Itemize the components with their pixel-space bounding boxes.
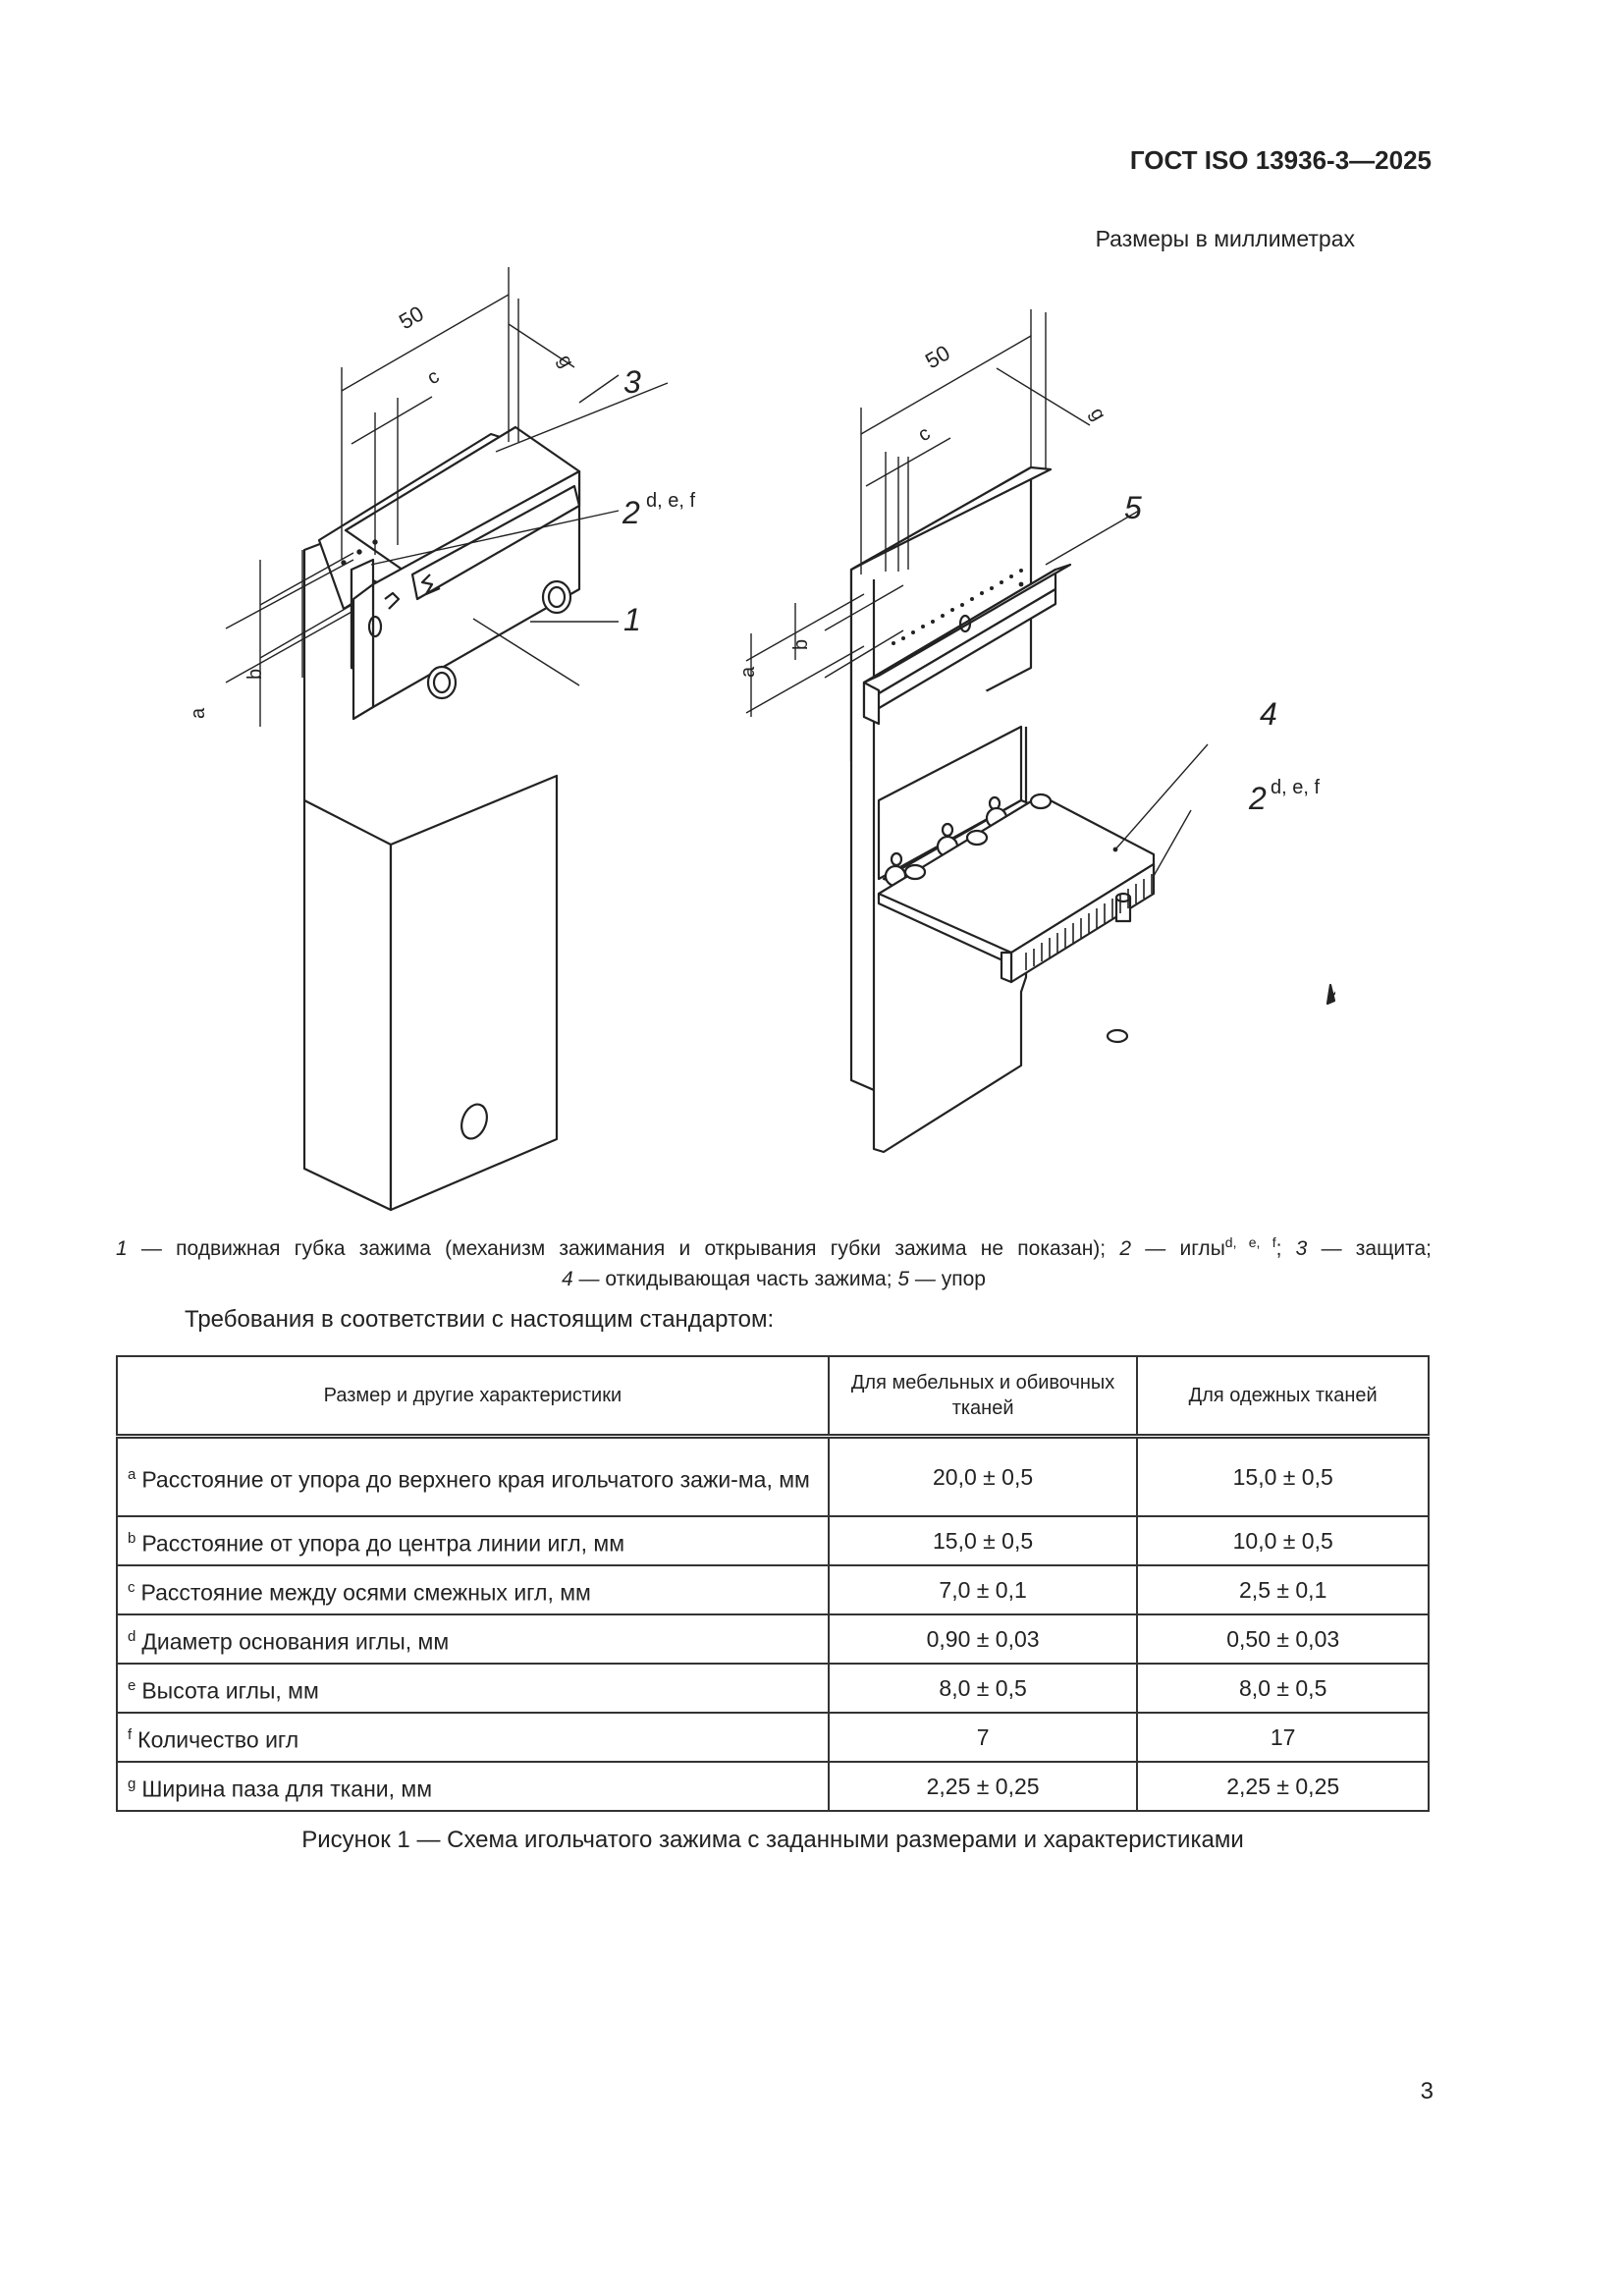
table-header-row [117,1356,1429,1437]
callout-2-right: 2 [1249,781,1267,816]
legend-text-3: — защита; [1307,1237,1432,1260]
row-clothing-value: 2,5 ± 0,1 [1137,1565,1429,1614]
callout-1: 1 [623,602,641,637]
table-row [117,1664,1429,1713]
legend-sup-2: d, e, f [1224,1234,1276,1250]
page-number: 3 [1420,2078,1434,2105]
row-furniture-value: 7 [829,1713,1138,1762]
legend-num-2: 2 [1119,1237,1132,1260]
table-row [117,1565,1429,1614]
legend-after-2: ; [1275,1237,1296,1260]
dim-b-right: b [790,638,812,650]
units-note: Размеры в миллиметрах [1095,226,1355,251]
row-clothing-value: 15,0 ± 0,5 [1137,1437,1429,1517]
row-mark: b [128,1529,136,1547]
table-row [117,1713,1429,1762]
row-label [117,1762,829,1811]
dim-c-left: c [423,365,444,390]
needle-clamp-drawing [118,265,1335,1228]
row-label-text: Диаметр основания иглы, мм [141,1628,450,1655]
row-furniture-value: 20,0 ± 0,5 [829,1437,1138,1517]
table-row [117,1614,1429,1664]
legend-num-5: 5 [897,1268,910,1290]
row-label [117,1664,829,1713]
legend-num-3: 3 [1295,1237,1308,1260]
table-row [117,1516,1429,1565]
table-row [117,1762,1429,1811]
row-mark: e [128,1676,136,1694]
row-mark: a [128,1465,136,1483]
legend-num-4: 4 [562,1268,573,1290]
dim-g-left: g [553,351,578,372]
requirements-intro: Требования в соответствии с настоящим стандартом: [185,1306,775,1333]
requirements-table [116,1355,1430,1812]
dim-50-left: 50 [395,301,428,335]
row-label [117,1437,829,1517]
figure-legend [116,1228,1432,1294]
row-clothing-value: 17 [1137,1713,1429,1762]
row-mark: f [128,1725,133,1743]
row-label-text: Расстояние от упора до центра линии игл, мм [141,1530,625,1557]
row-label-text: Высота иглы, мм [141,1677,319,1704]
row-mark: c [128,1578,135,1596]
callout-2-left: 2 [622,495,640,530]
legend-text-4: — откидывающая часть зажима; [572,1268,898,1290]
legend-line-1 [116,1228,1432,1264]
row-label [117,1713,829,1762]
callout-4: 4 [1260,696,1277,732]
row-label-text: Количество игл [137,1726,299,1753]
row-label [117,1565,829,1614]
dim-b-left: b [244,668,266,680]
dim-50-right: 50 [921,340,954,374]
callout-5: 5 [1124,490,1142,525]
left-clamp [304,427,579,1210]
row-clothing-value: 8,0 ± 0,5 [1137,1664,1429,1713]
legend-num-1: 1 [116,1237,128,1260]
document-header: ГОСТ ISO 13936-3—2025 [1129,145,1432,175]
row-clothing-value: 10,0 ± 0,5 [1137,1516,1429,1565]
legend-text-2: — иглы [1131,1237,1225,1260]
legend-line-2 [116,1264,1432,1294]
row-label-text: Ширина паза для ткани, мм [141,1776,433,1802]
header-furniture: Для мебельных и обивочных тканей [829,1356,1138,1437]
legend-text-1: — подвижная губка зажима (механизм зажимания и открывания губки зажима не показан); [127,1237,1120,1260]
row-label-text: Расстояние от упора до верхнего края игольчатого зажи-ма, мм [141,1466,810,1493]
legend-text-5: — упор [909,1268,986,1290]
row-furniture-value: 8,0 ± 0,5 [829,1664,1138,1713]
figure-caption: Рисунок 1 — Схема игольчатого зажима с заданными размерами и характеристиками [301,1827,1244,1853]
callout-3: 3 [623,364,641,400]
row-mark: g [128,1775,136,1792]
row-mark: d [128,1627,136,1645]
row-furniture-value: 2,25 ± 0,25 [829,1762,1138,1811]
header-clothing: Для одежных тканей [1137,1356,1429,1437]
row-label-text: Расстояние между осями смежных игл, мм [140,1579,591,1606]
row-furniture-value: 7,0 ± 0,1 [829,1565,1138,1614]
row-label [117,1614,829,1664]
callout-2-left-sup: d, e, f [646,490,696,512]
dim-g-right: g [1085,404,1110,425]
dim-a-right: a [737,666,759,678]
row-label [117,1516,829,1565]
row-clothing-value: 0,50 ± 0,03 [1137,1614,1429,1664]
table-row [117,1437,1429,1517]
dim-a-left: a [188,707,209,719]
row-furniture-value: 0,90 ± 0,03 [829,1614,1138,1664]
header-characteristic: Размер и другие характеристики [117,1356,829,1437]
row-clothing-value: 2,25 ± 0,25 [1137,1762,1429,1811]
callout-2-right-sup: d, e, f [1271,777,1321,798]
dim-c-right: c [914,422,935,447]
row-furniture-value: 15,0 ± 0,5 [829,1516,1138,1565]
